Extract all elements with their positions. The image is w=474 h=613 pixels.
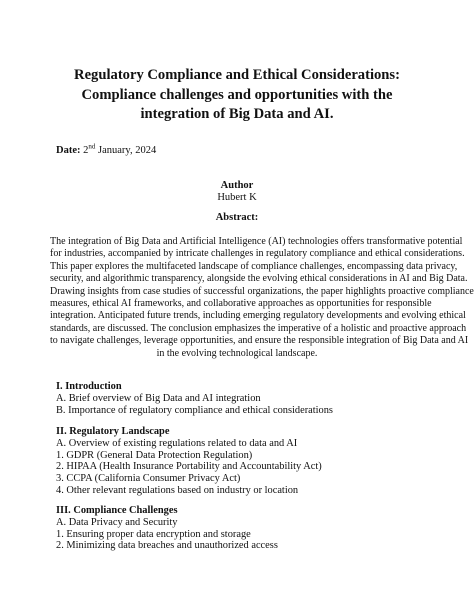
title-line: Compliance challenges and opportunities with the (81, 86, 393, 103)
section-heading: II. Regulatory Landscape (56, 426, 170, 437)
outline-item: A. Brief overview of Big Data and AI integration (56, 392, 261, 404)
abstract-line: Drawing insights from case studies of successful organizations, the paper highlights proactive compliance (50, 285, 474, 297)
outline-item: A. Overview of existing regulations related to data and AI (56, 437, 298, 449)
section-heading: I. Introduction (56, 381, 122, 392)
outline-item: 3. CCPA (California Consumer Privacy Act) (56, 473, 241, 485)
author-name: Hubert K (217, 192, 257, 203)
outline-section-introduction (56, 381, 436, 416)
abstract-heading: Abstract: (215, 212, 259, 223)
author-heading: Author (220, 180, 254, 191)
date-label: Date: (56, 145, 81, 156)
outline-item: 2. HIPAA (Health Insurance Portability and Accountability Act) (56, 461, 322, 473)
date-suffix: nd (88, 142, 96, 151)
outline-section-regulatory-landscape (56, 426, 436, 497)
outline-item: 4. Other relevant regulations based on industry or location (56, 484, 299, 496)
abstract-line: for industries, accompanied by intricate challenges in regulatory compliance and ethical considerations. (50, 248, 465, 260)
abstract-line: security, and algorithmic transparency, alongside the evolving ethical considerations in AI and Big Data. (50, 273, 468, 285)
outline-item: A. Data Privacy and Security (56, 516, 178, 528)
title-line: integration of Big Data and AI. (140, 106, 334, 122)
date-rest: January, 2024 (98, 145, 157, 156)
paper-title (40, 66, 434, 125)
section-heading: III. Compliance Challenges (56, 505, 178, 516)
title-line: Regulatory Compliance and Ethical Considerations: (74, 67, 400, 83)
abstract-line: This paper explores the multifaceted landscape of compliance challenges, encompassing data privacy, (50, 260, 458, 272)
abstract-line: integration. Anticipated future trends, including emerging regulatory developments and evolving ethical (50, 310, 466, 322)
abstract-line: in the evolving technological landscape. (156, 347, 318, 359)
date-day: 2 (83, 145, 89, 156)
abstract-body (50, 236, 474, 360)
outline-item: 1. Ensuring proper data encryption and storage (56, 528, 251, 540)
outline-item: B. Importance of regulatory compliance and ethical considerations (56, 404, 333, 416)
outline-item: 1. GDPR (General Data Protection Regulation) (56, 449, 253, 461)
outline-section-compliance-challenges (56, 505, 436, 552)
abstract-line: standards, are discussed. The conclusion emphasizes the imperative of a holistic and proactive approach (50, 322, 467, 334)
abstract-line: measures, ethical AI frameworks, and collaborative approaches as opportunities for responsible (50, 298, 432, 310)
date-line (56, 142, 157, 156)
outline-item: 2. Minimizing data breaches and unauthorized access (56, 540, 278, 552)
abstract-line: The integration of Big Data and Artificial Intelligence (AI) technologies offers transformative potential (50, 236, 463, 247)
abstract-line: to navigate challenges, leverage opportunities, and ensure the responsible integration of Big Data and AI (50, 335, 469, 347)
